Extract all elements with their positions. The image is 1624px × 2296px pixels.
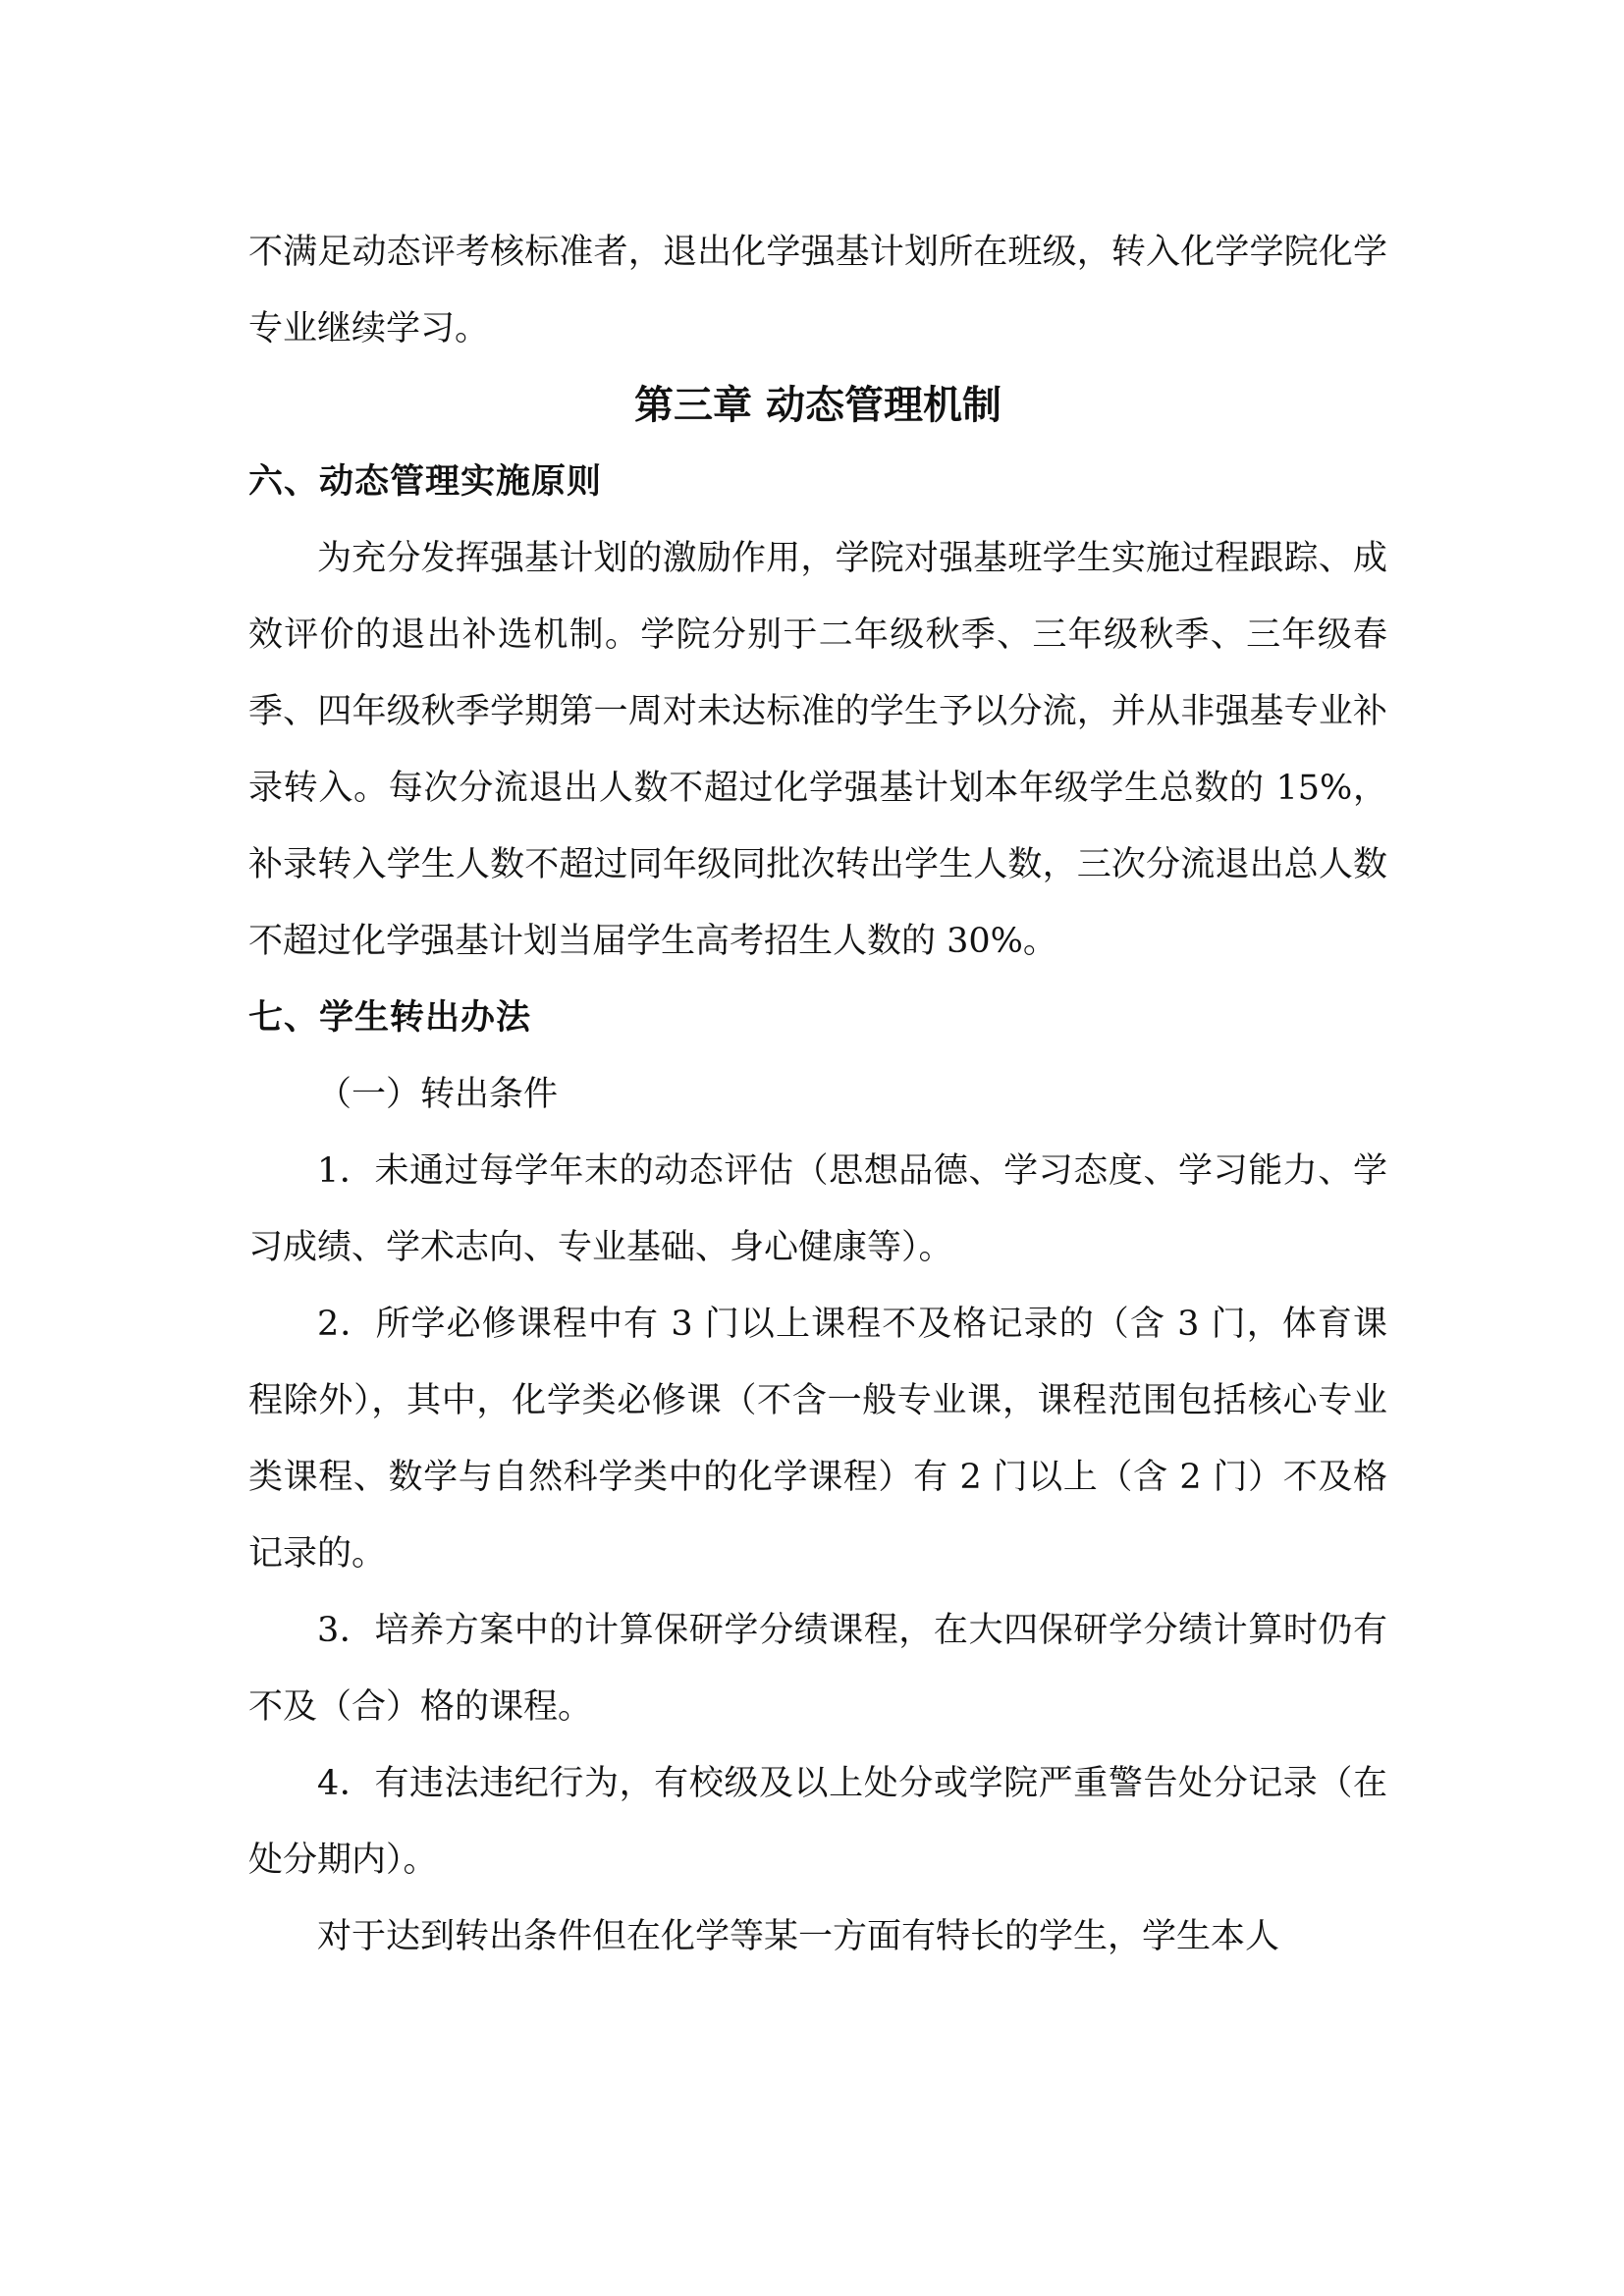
condition-1: 1．未通过每学年末的动态评估（思想品德、学习态度、学习能力、学习成绩、学术志向、专业基础、身心健康等）。 <box>248 1151 1387 1267</box>
condition-4: 4．有违法违纪行为，有校级及以上处分或学院严重警告处分记录（在处分期内）。 <box>248 1764 1387 1880</box>
condition-2: 2．所学必修课程中有 3 门以上课程不及格记录的（含 3 门，体育课程除外），其中，化学类必修课（不含一般专业课，课程范围包括核心专业类课程、数学与自然科学类中的化学课程）有 2 门以上（含 2 门）不及格记录的。 <box>248 1305 1387 1574</box>
final-paragraph: 对于达到转出条件但在化学等某一方面有特长的学生，学生本人 <box>317 1917 1280 1956</box>
continuation-paragraph: 不满足动态评考核标准者，退出化学强基计划所在班级，转入化学学院化学专业继续学习。 <box>248 233 1387 348</box>
subsection-heading-1: （一）转出条件 <box>317 1075 559 1114</box>
chapter-title: 第三章 动态管理机制 <box>634 383 1001 428</box>
section-6-paragraph: 为充分发挥强基计划的激励作用，学院对强基班学生实施过程跟踪、成效评价的退出补选机制。学院分别于二年级秋季、三年级秋季、三年级春季、四年级秋季学期第一周对未达标准的学生予以分流，并从非强基专业补录转入。每次分流退出人数不超过化学强基计划本年级学生总数的 15%，补录转入学生人数不超过同年级同批次转出学生人数，三次分流退出总人数不超过化学强基计划当届学生高考招生人数的 30%。 <box>248 539 1387 961</box>
document-page <box>248 214 1387 1975</box>
condition-3: 3．培养方案中的计算保研学分绩课程，在大四保研学分绩计算时仍有不及（合）格的课程。 <box>248 1611 1387 1727</box>
section-heading-7: 七、学生转出办法 <box>248 998 532 1038</box>
section-heading-6: 六、动态管理实施原则 <box>248 462 603 502</box>
